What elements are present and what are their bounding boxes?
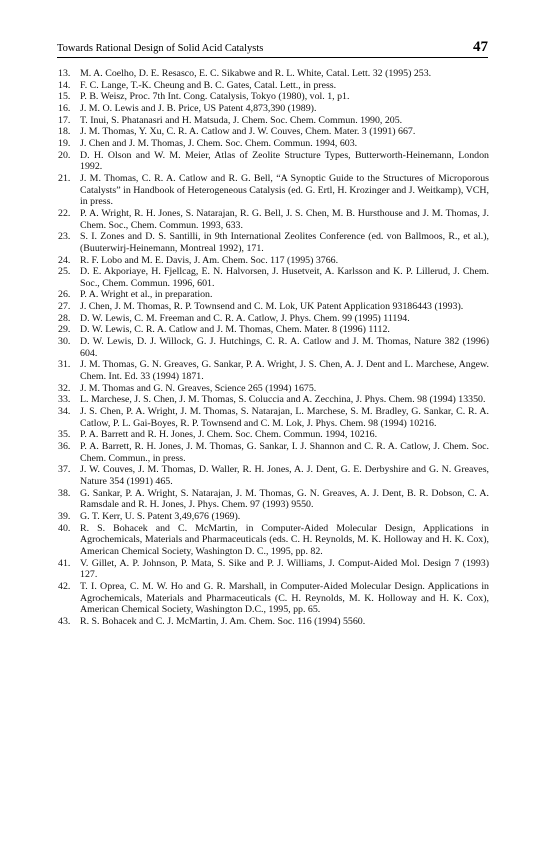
reference-text: D. W. Lewis, D. J. Willock, G. J. Hutchings, C. R. A. Catlow and J. M. Thomas, Nature 382 (1996) 604. (80, 336, 489, 359)
reference-number: 20. (58, 149, 71, 161)
reference-text: J. M. Thomas and G. N. Greaves, Science 265 (1994) 1675. (80, 382, 317, 394)
reference-item (58, 266, 489, 289)
reference-number: 36. (58, 441, 71, 452)
reference-text: D. E. Akporiaye, H. Fjellcag, E. N. Halvorsen, J. Husetveit, A. Karlsson and K. P. Lillerud, J. Chem. Soc., Chem. Commun. 1996, 601. (80, 266, 489, 289)
reference-item (58, 406, 489, 429)
reference-number: 15. (58, 91, 71, 103)
reference-item (58, 441, 489, 464)
reference-number: 42. (58, 580, 71, 592)
reference-number: 37. (58, 464, 71, 476)
reference-item (58, 488, 489, 511)
reference-text: G. Sankar, P. A. Wright, S. Natarajan, J. M. Thomas, G. N. Greaves, A. J. Dent, B. R. Dobson, C. A. Ramsdale and R. H. Jones, J. Phys. Chem. 97 (1993) 9550. (80, 487, 489, 511)
reference-item (58, 289, 489, 301)
reference-number: 38. (58, 487, 71, 499)
reference-item (58, 324, 489, 336)
reference-item (58, 581, 489, 616)
running-title: Towards Rational Design of Solid Acid Catalysts (57, 43, 264, 54)
reference-text: R. S. Bohacek and C. McMartin, in Computer-Aided Molecular Design, Applications in Agrochemicals, Materials and Pharmaceuticals (eds. C. H. Reynolds, M. K. Holloway and H. K. Cox), American Chemical Society, Washington D. C., 1995, pp. 82. (80, 522, 489, 557)
reference-text: L. Marchese, J. S. Chen, J. M. Thomas, S. Coluccia and A. Zecchina, J. Phys. Chem. 98 (1994) 13350. (80, 394, 486, 406)
reference-text: P. A. Wright et al., in preparation. (80, 289, 213, 301)
reference-item (58, 511, 489, 523)
reference-text: M. A. Coelho, D. E. Resasco, E. C. Sikabwe and R. L. White, Catal. Lett. 32 (1995) 253. (80, 68, 432, 79)
reference-number: 13. (58, 68, 71, 79)
reference-number: 21. (58, 172, 71, 184)
reference-item (58, 383, 489, 395)
reference-number: 41. (58, 557, 71, 569)
reference-text: D. H. Olson and W. M. Meier, Atlas of Zeolite Structure Types, Butterworth-Heinemann, London 1992. (80, 149, 489, 173)
reference-number: 28. (58, 312, 71, 324)
reference-item (58, 68, 489, 80)
reference-item (58, 464, 489, 487)
running-head (57, 39, 488, 58)
reference-item (58, 359, 489, 382)
reference-number: 19. (58, 137, 71, 149)
reference-item (58, 558, 489, 581)
reference-item (58, 80, 489, 92)
reference-item (58, 523, 489, 558)
reference-number: 40. (58, 522, 71, 534)
reference-text: G. T. Kerr, U. S. Patent 3,49,676 (1969). (80, 510, 241, 522)
reference-text: T. I. Oprea, C. M. W. Ho and G. R. Marshall, in Computer-Aided Molecular Design. Applications in Agrochemicals, Materials and Pharmaceuticals (C. H. Reynolds, M. K. Holloway and H. K. Cox), American Chemical Society, Washington D.C., 1995, pp. 65. (80, 580, 489, 616)
reference-list (58, 68, 489, 628)
reference-text: J. M. Thomas, G. N. Greaves, G. Sankar, P. A. Wright, J. S. Chen, A. J. Dent and L. Marchese, Angew. Chem. Int. Ed. 33 (1994) 1871. (80, 359, 489, 383)
reference-text: T. Inui, S. Phatanasri and H. Matsuda, J. Chem. Soc. Chem. Commun. 1990, 205. (80, 114, 403, 126)
reference-number: 27. (58, 301, 71, 313)
reference-item (58, 91, 489, 103)
reference-text: V. Gillet, A. P. Johnson, P. Mata, S. Sike and P. J. Williams, J. Comput-Aided Mol. Design 7 (1993) 127. (80, 557, 489, 581)
reference-item (58, 429, 489, 441)
reference-number: 25. (58, 266, 71, 278)
reference-item (58, 173, 489, 208)
reference-item (58, 394, 489, 406)
reference-number: 32. (58, 382, 71, 394)
reference-text: S. I. Zones and D. S. Santilli, in 9th International Zeolites Conference (ed. von Ballmoos, R., et al.), (Buuterwirj-Heinemann, Montreal 1992), 171. (80, 231, 489, 254)
reference-text: F. C. Lange, T.-K. Cheung and B. C. Gates, Catal. Lett., in press. (80, 79, 337, 91)
reference-item (58, 115, 489, 127)
reference-number: 34. (58, 406, 71, 418)
reference-item (58, 336, 489, 359)
reference-number: 29. (58, 324, 71, 336)
reference-item (58, 138, 489, 150)
reference-number: 39. (58, 510, 71, 522)
reference-number: 17. (58, 114, 71, 126)
reference-number: 31. (58, 359, 71, 371)
reference-item (58, 208, 489, 231)
reference-item (58, 103, 489, 115)
reference-number: 33. (58, 394, 71, 406)
reference-number: 43. (58, 615, 71, 627)
reference-text: P. A. Barrett and R. H. Jones, J. Chem. Soc. Chem. Commun. 1994, 10216. (80, 429, 378, 441)
reference-item (58, 255, 489, 267)
reference-item (58, 150, 489, 173)
page-number: 47 (473, 39, 488, 55)
reference-text: J. M. Thomas, C. R. A. Catlow and R. G. Bell, “A Synoptic Guide to the Structures of Microporous Catalysts” in Handbook of Heterogeneous Catalysis (ed. G. Ertl, H. Krozinger and J. Weitkamp), VCH, in press. (80, 172, 489, 208)
reference-item (58, 231, 489, 254)
reference-number: 24. (58, 254, 71, 266)
reference-number: 30. (58, 336, 71, 348)
reference-text: D. W. Lewis, C. M. Freeman and C. R. A. Catlow, J. Phys. Chem. 99 (1995) 11194. (80, 312, 410, 324)
reference-text: D. W. Lewis, C. R. A. Catlow and J. M. Thomas, Chem. Mater. 8 (1996) 1112. (80, 324, 390, 336)
reference-item (58, 616, 489, 628)
reference-text: P. A. Barrett, R. H. Jones, J. M. Thomas, G. Sankar, I. J. Shannon and C. R. A. Catlow, J. Chem. Soc. Chem. Commun., in press. (80, 441, 489, 464)
reference-number: 23. (58, 231, 71, 243)
reference-text: J. M. Thomas, Y. Xu, C. R. A. Catlow and J. W. Couves, Chem. Mater. 3 (1991) 667. (80, 126, 416, 138)
reference-number: 35. (58, 429, 71, 441)
reference-text: R. F. Lobo and M. E. Davis, J. Am. Chem. Soc. 117 (1995) 3766. (80, 254, 339, 266)
reference-text: J. M. O. Lewis and J. B. Price, US Patent 4,873,390 (1989). (80, 102, 317, 114)
reference-text: P. A. Wright, R. H. Jones, S. Natarajan, R. G. Bell, J. S. Chen, M. B. Hursthouse and J. M. Thomas, J. Chem. Soc., Chem. Commun. 1993, 633. (80, 207, 489, 231)
reference-text: J. Chen, J. M. Thomas, R. P. Townsend and C. M. Lok, UK Patent Application 93186443 (1993). (80, 301, 464, 313)
reference-text: J. Chen and J. M. Thomas, J. Chem. Soc. Chem. Commun. 1994, 603. (80, 137, 358, 149)
reference-text: J. S. Chen, P. A. Wright, J. M. Thomas, S. Natarajan, L. Marchese, S. M. Bradley, G. Sankar, C. R. A. Catlow, P. L. Gai-Boyes, R. P. Townsend and C. M. Lok, J. Phys. Chem. 98 (1994) 10216. (80, 406, 489, 429)
reference-item (58, 313, 489, 325)
reference-number: 18. (58, 126, 71, 138)
reference-number: 26. (58, 289, 71, 301)
reference-item (58, 301, 489, 313)
reference-item (58, 126, 489, 138)
reference-number: 14. (58, 79, 71, 91)
reference-text: J. W. Couves, J. M. Thomas, D. Waller, R. H. Jones, A. J. Dent, G. E. Derbyshire and G. N. Greaves, Nature 354 (1991) 465. (80, 464, 489, 487)
reference-number: 16. (58, 102, 71, 114)
reference-text: P. B. Weisz, Proc. 7th Int. Cong. Catalysis, Tokyo (1980), vol. 1, p1. (80, 91, 350, 103)
reference-text: R. S. Bohacek and C. J. McMartin, J. Am. Chem. Soc. 116 (1994) 5560. (80, 615, 366, 627)
reference-number: 22. (58, 207, 71, 219)
